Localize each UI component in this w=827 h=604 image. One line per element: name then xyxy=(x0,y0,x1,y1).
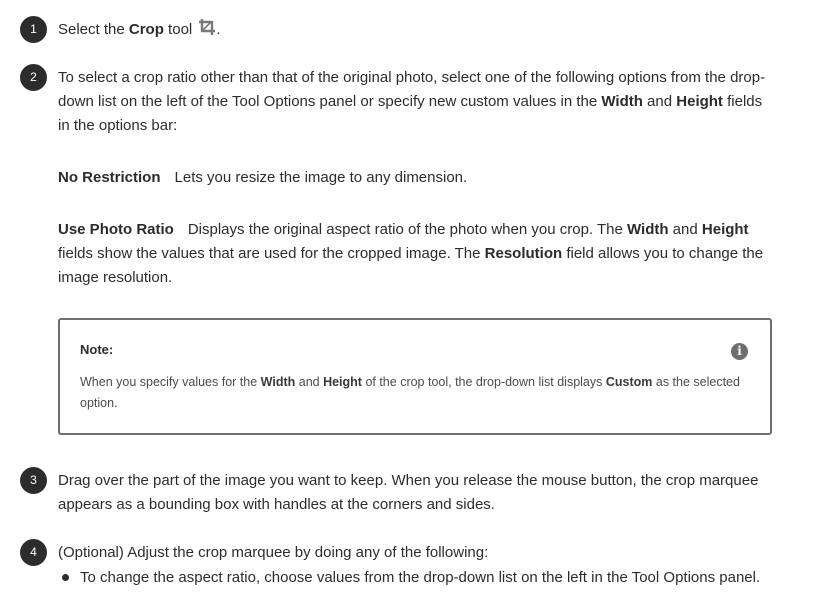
step-number: 1 xyxy=(20,16,47,43)
step-number: 3 xyxy=(20,467,47,494)
step-text: (Optional) Adjust the crop marquee by doing any of the following: xyxy=(58,544,489,561)
option-description: Lets you resize the image to any dimension. xyxy=(174,169,468,186)
info-icon: i xyxy=(731,343,748,360)
option-no-restriction xyxy=(58,166,774,190)
step-text: Select the Crop tool . xyxy=(58,18,774,44)
crop-tool-icon xyxy=(198,18,216,44)
step-number: 2 xyxy=(20,64,47,91)
option-use-photo-ratio: Use Photo Ratio Displays the original aspect ratio of the photo when you crop. The Width and Height fields show the values that are used for the cropped image. The Resolution field allows you to change the image resolution. xyxy=(58,221,764,286)
list-item-text: To change the aspect ratio, choose values from the drop-down list on the left in the Tool Options panel. xyxy=(80,569,761,586)
option-term: No Restriction xyxy=(58,169,161,186)
note-title: Note: xyxy=(80,342,114,357)
option-term: Use Photo Ratio xyxy=(58,221,174,238)
step-number: 4 xyxy=(20,539,47,566)
bullet-icon xyxy=(62,574,69,581)
note-box xyxy=(58,318,772,435)
step-text: Drag over the part of the image you want to keep. When you release the mouse button, the crop marquee appears as a bounding box with handles at the corners and sides. xyxy=(58,472,759,513)
note-body: When you specify values for the Width and Height of the crop tool, the drop-down list displays Custom as the selected option. xyxy=(80,375,740,410)
step-text: To select a crop ratio other than that of the original photo, select one of the following options from the drop-down list on the left of the Tool Options panel or specify new custom values in the Width and Height fields in the options bar: xyxy=(58,69,766,134)
